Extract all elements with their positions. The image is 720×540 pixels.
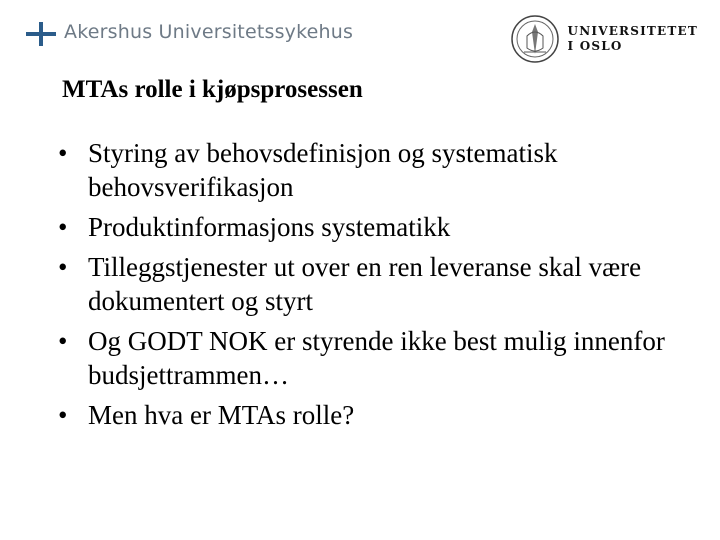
uio-logo xyxy=(510,14,698,64)
ahus-logo xyxy=(26,18,353,46)
bullet-item xyxy=(58,250,678,318)
bullet-item xyxy=(58,210,678,244)
bullet-dot: • xyxy=(58,212,68,242)
bullet-text: Styring av behovsdefinisjon og systematisk behovsverifikasjon xyxy=(88,138,558,202)
uio-logo-line1: UNIVERSITETET xyxy=(567,24,698,38)
bullet-text: Produktinformasjons systematikk xyxy=(88,212,451,242)
slide-title: MTAs rolle i kjøpsprosessen xyxy=(62,76,363,103)
bullet-text: Og GODT NOK er styrende ikke best mulig innenfor budsjettrammen… xyxy=(88,326,665,390)
bullet-text: Men hva er MTAs rolle? xyxy=(88,400,355,430)
bullet-item xyxy=(58,324,678,392)
bullet-dot: • xyxy=(58,400,68,430)
bullet-dot: • xyxy=(58,326,68,356)
bullet-list xyxy=(58,136,678,438)
uio-seal-icon xyxy=(510,14,560,64)
ahus-cross-icon xyxy=(26,18,56,46)
bullet-item xyxy=(58,398,678,432)
ahus-logo-text: Akershus Universitetssykehus xyxy=(64,21,354,43)
bullet-dot: • xyxy=(58,252,68,282)
bullet-dot: • xyxy=(58,138,68,168)
bullet-text: Tilleggstjenester ut over en ren leveranse skal være dokumentert og styrt xyxy=(88,252,642,316)
uio-logo-line2: I OSLO xyxy=(567,39,623,53)
bullet-item xyxy=(58,136,678,204)
